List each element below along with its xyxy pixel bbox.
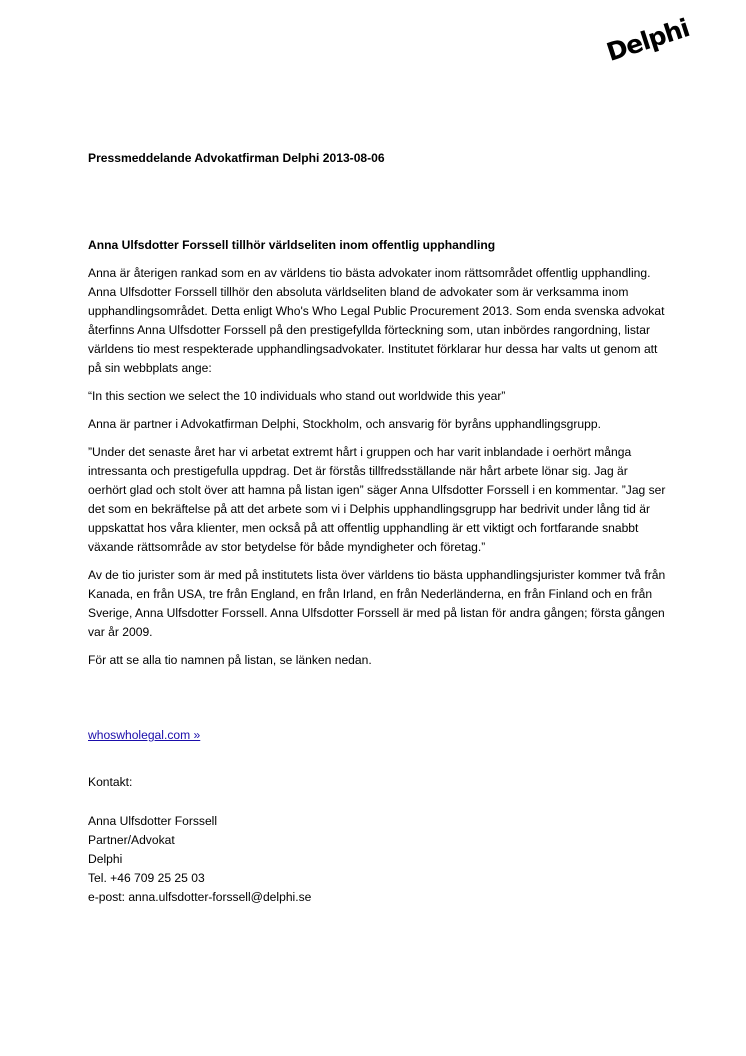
press-release-body bbox=[88, 149, 668, 907]
paragraph-quote: “In this section we select the 10 individuals who stand out worldwide this year” bbox=[88, 389, 506, 403]
article-title: Anna Ulfsdotter Forssell tillhör världseliten inom offentlig upphandling bbox=[88, 238, 496, 252]
press-release-heading: Pressmeddelande Advokatfirman Delphi 2013-08-06 bbox=[88, 151, 385, 165]
paragraph-list: Av de tio jurister som är med på institutets lista över världens tio bästa upphandlingsjurister kommer två från Kanada, en från USA, tre från England, en från Irland, en från Nederländerna, en från Finland och en från Sverige, Anna Ulfsdotter Forssell. Anna Ulfsdotter Forssell är med på listan för andra gången; första gången var år 2009. bbox=[88, 568, 666, 639]
link-paragraph bbox=[88, 726, 668, 745]
delphi-logo: Delphi bbox=[603, 13, 693, 68]
contact-label: Kontakt: bbox=[88, 775, 133, 789]
contact-company: Delphi bbox=[88, 852, 123, 866]
contact-block bbox=[88, 812, 668, 907]
contact-role: Partner/Advokat bbox=[88, 833, 175, 847]
paragraph-intro: Anna är återigen rankad som en av världens tio bästa advokater inom rättsområdet offentlig upphandling. Anna Ulfsdotter Forssell tillhör den absoluta världseliten bland de advokater som är verksamma inom upphandlingsområdet. Detta enligt Who's Who Legal Public Procurement 2013. Som enda svenska advokat återfinns Anna Ulfsdotter Forssell på den prestigefyllda förteckning som, utan inbördes rangordning, listar världens tio mest respekterade upphandlingsadvokater. Institutet förklarar hur dessa har valts ut genom att på sin webbplats ange: bbox=[88, 266, 665, 375]
contact-email: e-post: anna.ulfsdotter-forssell@delphi.se bbox=[88, 890, 312, 904]
paragraph-statement: ”Under det senaste året har vi arbetat extremt hårt i gruppen och har varit inblandade i oerhört många intressanta och prestigefulla uppdrag. Det är förstås tillfredsställande när hårt arbete lönar sig. Jag är oerhört glad och stolt över att hamna på listan igen” säger Anna Ulfsdotter Forssell i en kommentar. ”Jag ser det som en bekräftelse på att det arbete som vi i Delphis upphandlingsgrupp har bedrivit under lång tid är uppskattat hos våra klienter, men också på att offentlig upphandling är ett viktigt och fortfarande snabbt växande rättsområde av stor betydelse för både myndigheter och företag.” bbox=[88, 445, 666, 554]
paragraph-link-note: För att se alla tio namnen på listan, se länken nedan. bbox=[88, 653, 372, 667]
contact-name: Anna Ulfsdotter Forssell bbox=[88, 814, 218, 828]
paragraph-partner: Anna är partner i Advokatfirman Delphi, Stockholm, och ansvarig för byråns upphandlingsgrupp. bbox=[88, 417, 601, 431]
contact-phone: Tel. +46 709 25 25 03 bbox=[88, 871, 205, 885]
whoswholegal-link[interactable]: whoswholegal.com » bbox=[88, 728, 201, 742]
